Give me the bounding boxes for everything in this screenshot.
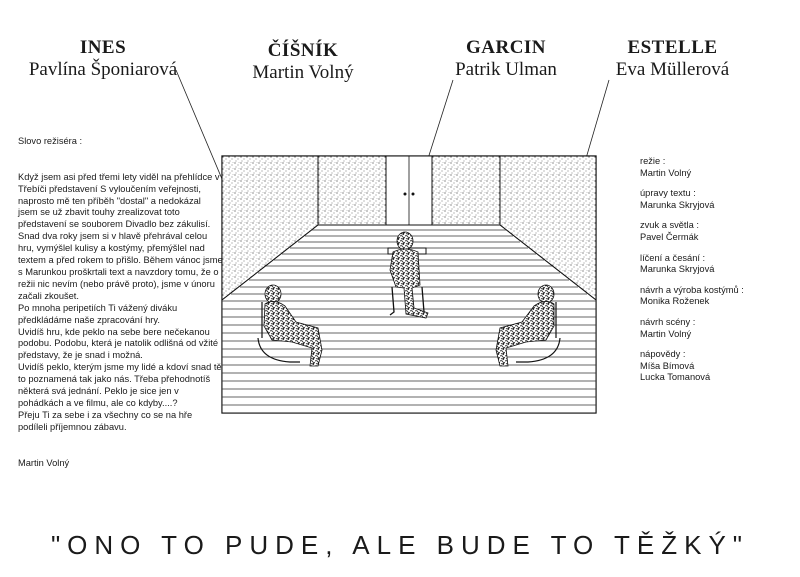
credit-makeup <box>640 253 790 276</box>
credit-name: Marunka Skryjová <box>640 264 715 275</box>
role-name: ESTELLE <box>627 37 718 58</box>
credit-set-design <box>640 317 790 340</box>
credit-sound-lights <box>640 220 790 243</box>
credit-label: návrh scény : <box>640 316 696 327</box>
credit-name: Lucka Tomanová <box>640 372 711 383</box>
credit-label: zvuk a světla : <box>640 220 699 231</box>
director-note-title: Slovo režiséra : <box>18 135 83 146</box>
actor-name: Eva Müllerová <box>615 59 730 80</box>
director-note-body: Když jsem asi před třemi lety viděl na přehlídce v Třebíči představení S vyloučením veřejnosti, naprosto mě ten příběh "dostal" a nedokázal jsem se už zbavit touhy zrealizovat toto představení se souborem Divadlo bez zákulisí. Snad dva roky jsem si v hlavě přehrával celou hru, vymýšlel kulisy a kostýmy, přemýšlel nad textem a před rokem to přišlo. Během vánoc jsme s Marunkou proškrtali text a navzdory tomu, že o režii nic nevím (nebo právě proto), jsme v únoru začali zkoušet. Po mnoha peripetiích Ti vážený diváku předkládáme naše zpracování hry. Uvidíš hru, kde peklo na sebe bere nečekanou podobu. Podobu, která je natolik odlišná od vžité představy, že je snad i možná. Uvidíš peklo, kterým jsme my lidé a kdoví snad tě to poznamená tak jako nás. Třeba přehodnotíš některá svá jednání. Peklo je sice jen v pohádkách a ve filmu, ale co kdyby....? Přeju Ti za sebe i za všechny co se na hře podíleli příjemnou zábavu. <box>18 171 223 432</box>
credit-label: nápovědy : <box>640 349 686 360</box>
director-note <box>18 124 223 481</box>
credit-label: úpravy textu : <box>640 188 696 199</box>
credit-prompters <box>640 349 790 384</box>
actor-name: Patrik Ulman <box>455 59 557 80</box>
credit-label: návrh a výroba kostýmů : <box>640 284 744 295</box>
role-name: ČÍŠNÍK <box>267 40 339 61</box>
actor-name: Pavlína Šponiarová <box>28 59 178 80</box>
credit-name: Pavel Čermák <box>640 231 699 242</box>
actor-name: Martin Volný <box>252 62 354 83</box>
director-note-signature: Martin Volný <box>18 457 70 468</box>
credit-name: Martin Volný <box>640 328 692 339</box>
slogan: "ONO TO PUDE, ALE BUDE TO TĚŽKÝ" <box>50 530 750 560</box>
credit-name: Monika Roženek <box>640 296 710 307</box>
credit-label: líčení a česání : <box>640 252 706 263</box>
credit-text-editing <box>640 188 790 211</box>
credits-list <box>640 156 790 393</box>
role-name: GARCIN <box>465 37 547 58</box>
role-name: INES <box>79 37 127 58</box>
credit-label: režie : <box>640 156 666 166</box>
credit-name: Martin Volný <box>640 167 692 178</box>
credit-costumes <box>640 285 790 308</box>
credit-name: Marunka Skryjová <box>640 199 715 210</box>
credit-name: Míša Bímová <box>640 360 695 371</box>
credit-direction <box>640 156 790 179</box>
